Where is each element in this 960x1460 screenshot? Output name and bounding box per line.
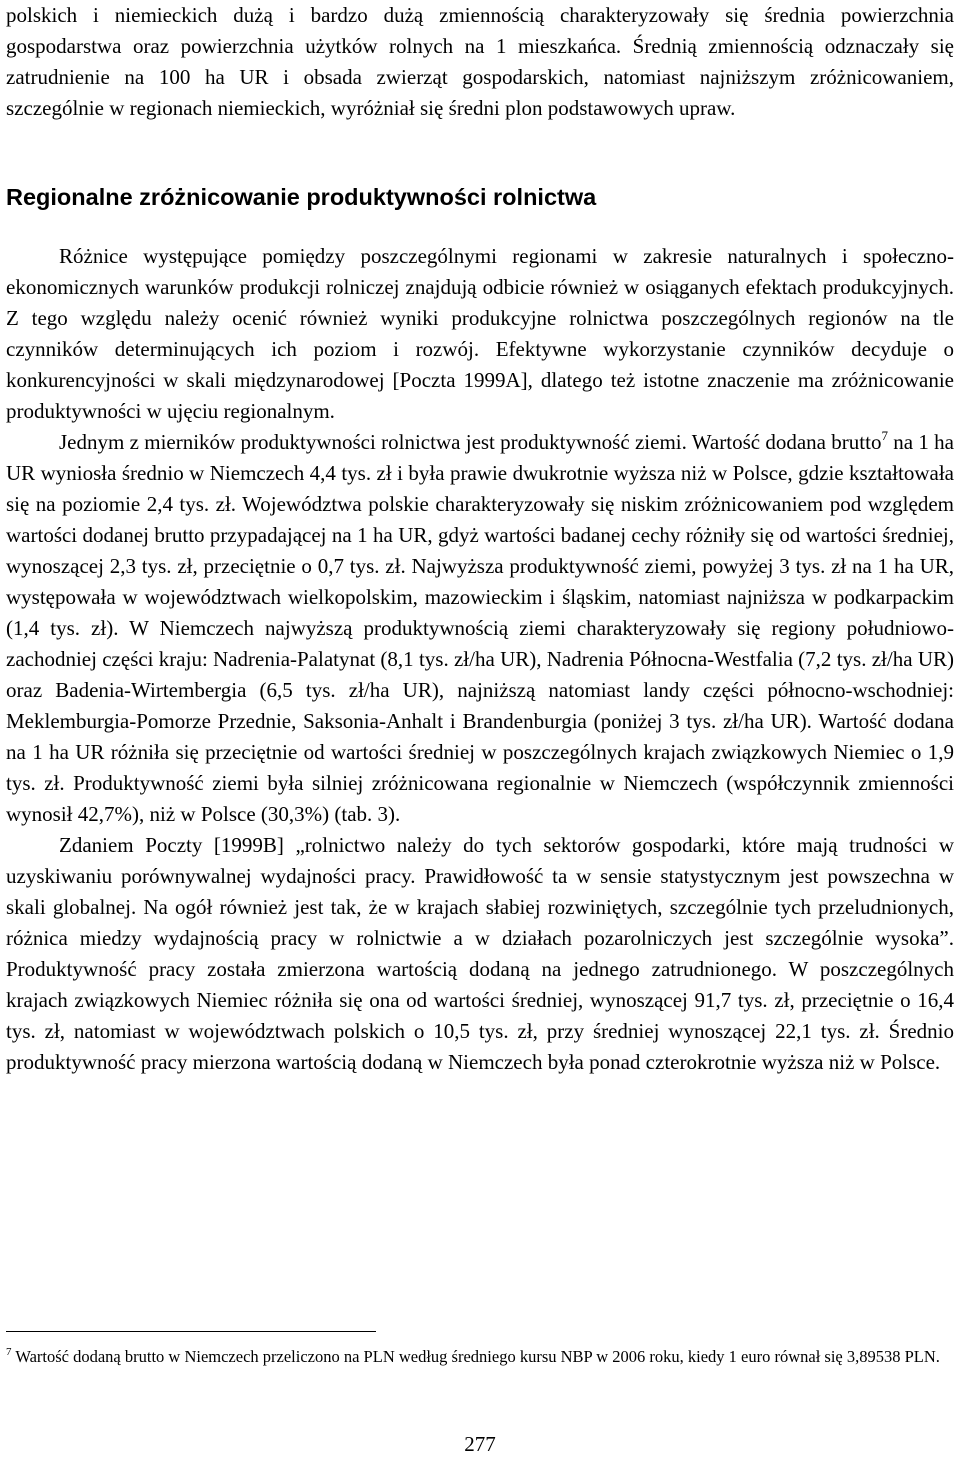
- paragraph-land-productivity: [6, 427, 954, 830]
- footnote-reference[interactable]: 7: [881, 428, 888, 443]
- footnote-text: Wartość dodaną brutto w Niemczech przeliczono na PLN według średniego kursu NBP w 2006 roku, kiedy 1 euro równał się 3,89538 PLN.: [11, 1347, 940, 1366]
- paragraph-land-productivity-rest: na 1 ha UR wyniosła średnio w Niemczech 4,4 tys. zł i była prawie dwukrotnie wyższa niż w Polsce, gdzie kształtowała się na poziomie 2,4 tys. zł. Województwa polskie charakteryzowały się niskim zróżnicowaniem pod względem wartości dodanej brutto przypadającej na 1 ha UR, gdyż wartości badanej cechy różniły się od wartości średniej, wynoszącej 2,3 tys. zł, przeciętnie o 0,7 tys. zł. Najwyższa produktywność ziemi, powyżej 3 tys. zł na 1 ha UR, występowała w województwach wielkopolskim, mazowieckim i śląskim, natomiast najniższa w podkarpackim (1,4 tys. zł). W Niemczech najwyższą produktywnością ziemi charakteryzowały się regiony południowo-zachodniej części kraju: Nadrenia-Palatynat (8,1 tys. zł/ha UR), Nadrenia Północna-Westfalia (7,2 tys. zł/ha UR) oraz Badenia-Wirtembergia (6,5 tys. zł/ha UR), najniższą natomiast landy części północno-wschodniej: Meklemburgia-Pomorze Przednie, Saksonia-Anhalt i Brandenburgia (poniżej 3 tys. zł/ha UR). Wartość dodana na 1 ha UR różniła się przeciętnie od wartości średniej w poszczególnych krajach związkowych Niemiec o 1,9 tys. zł. Produktywność ziemi była silniej zróżnicowana regionalnie w Niemczech (współczynnik zmienności wynosił 42,7%), niż w Polsce (30,3%) (tab. 3).: [6, 430, 954, 826]
- footnote-divider: [6, 1331, 376, 1332]
- section-heading: Regionalne zróżnicowanie produktywności rolnictwa: [6, 184, 597, 210]
- page-number: 277: [464, 1432, 496, 1456]
- footnote: [6, 1345, 954, 1369]
- paragraph-land-productivity-start: Jednym z mierników produktywności rolnictwa jest produktywność ziemi. Wartość dodana brutto: [59, 430, 882, 454]
- intro-paragraph: polskich i niemieckich dużą i bardzo dużą zmiennością charakteryzowały się średnia powierzchnia gospodarstwa oraz powierzchnia użytków rolnych na 1 mieszkańca. Średnią zmiennością odznaczały się zatrudnienie na 100 ha UR i obsada zwierząt gospodarskich, natomiast najniższym zróżnicowaniem, szczególnie w regionach niemieckich, wyróżniał się średni plon podstawowych upraw.: [6, 3, 954, 120]
- footnote-number: 7: [6, 1346, 12, 1358]
- document-body: [6, 0, 954, 1078]
- paragraph-productivity-differences: Różnice występujące pomiędzy poszczególnymi regionami w zakresie naturalnych i społeczno-ekonomicznych warunków produkcji rolniczej znajdują odbicie również w osiąganych efektach produkcyjnych. Z tego względu należy ocenić również wyniki produkcyjne rolnictwa poszczególnych regionów na tle czynników determinujących ich poziom i rozwój. Efektywne wykorzystanie czynników decyduje o konkurencyjności w skali międzynarodowej [Poczta 1999A], dlatego też istotne znaczenie ma zróżnicowanie produktywności w ujęciu regionalnym.: [6, 244, 954, 423]
- paragraph-labour-productivity: Zdaniem Poczty [1999B] „rolnictwo należy do tych sektorów gospodarki, które mają trudności w uzyskiwaniu porównywalnej wydajności pracy. Prawidłowość ta w sensie statystycznym jest powszechna w skali globalnej. Na ogół również jest tak, że w krajach słabiej rozwiniętych, szczególnie tych przeludnionych, różnica miedzy wydajnością pracy w rolnictwie a w działach pozarolniczych jest szczególnie wysoka”. Produktywność pracy została zmierzona wartością dodaną na jednego zatrudnionego. W poszczególnych krajach związkowych Niemiec różniła się ona od wartości średniej, wynoszącej 91,7 tys. zł, przeciętnie o 16,4 tys. zł, natomiast w województwach polskich o 10,5 tys. zł, przy średniej wynoszącej 22,1 tys. zł. Średnio produktywność pracy mierzona wartością dodaną w Niemczech była ponad czterokrotnie wyższa niż w Polsce.: [6, 833, 954, 1074]
